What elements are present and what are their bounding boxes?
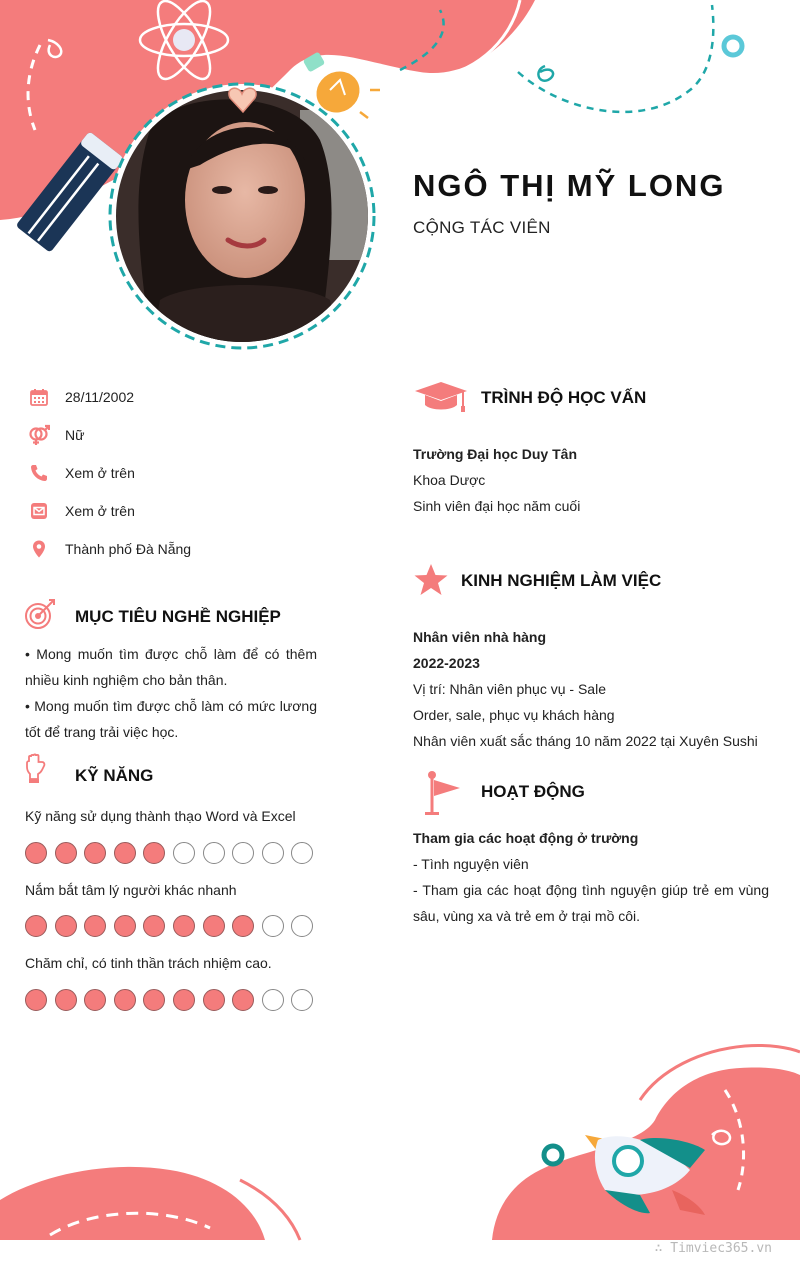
activity-line: - Tình nguyện viên: [413, 856, 529, 872]
rating-dot-filled: [84, 989, 106, 1011]
activities-title: HOẠT ĐỘNG: [481, 782, 585, 801]
activities-content: [413, 825, 769, 929]
rating-dot-filled: [173, 915, 195, 937]
fist-icon: [24, 752, 50, 789]
rating-dot-filled: [114, 989, 136, 1011]
contact-row-birthday: [28, 385, 134, 409]
rating-dot-filled: [25, 915, 47, 937]
skill-label: Kỹ năng sử dụng thành thạo Word và Excel: [25, 808, 296, 824]
rating-dot-empty: [203, 842, 225, 864]
rating-dot-filled: [55, 842, 77, 864]
contact-row-location: [28, 537, 191, 561]
rating-dot-filled: [25, 989, 47, 1011]
experience-title: KINH NGHIỆM LÀM VIỆC: [461, 571, 662, 590]
job-detail: Nhân viên xuất sắc tháng 10 năm 2022 tại Xuyên Sushi: [413, 733, 758, 749]
rating-dot-filled: [114, 915, 136, 937]
phone-icon: [28, 462, 50, 484]
education-content: [413, 441, 778, 519]
rating-dot-filled: [55, 989, 77, 1011]
flag-icon: [422, 770, 464, 823]
candidate-name: NGÔ THỊ MỸ LONG: [413, 168, 726, 203]
rating-dot-filled: [232, 989, 254, 1011]
school-name: Trường Đại học Duy Tân: [413, 446, 577, 462]
activity-heading: Tham gia các hoạt động ở trường: [413, 830, 639, 846]
rating-dot-filled: [232, 915, 254, 937]
rating-dot-filled: [173, 989, 195, 1011]
rating-dot-filled: [25, 842, 47, 864]
rating-dot-filled: [143, 915, 165, 937]
education-title: TRÌNH ĐỘ HỌC VẤN: [481, 388, 647, 407]
job-detail: Order, sale, phục vụ khách hàng: [413, 707, 615, 723]
candidate-role: CỘNG TÁC VIÊN: [413, 218, 551, 237]
star-icon: [413, 563, 449, 602]
phone-value: Xem ở trên: [65, 465, 135, 481]
contact-row-phone: [28, 461, 135, 485]
rating-dot-filled: [84, 842, 106, 864]
skill-rating: [25, 989, 321, 1011]
email-icon: [28, 500, 50, 522]
rating-dot-filled: [143, 842, 165, 864]
birthday-value: 28/11/2002: [65, 389, 135, 405]
rating-dot-filled: [143, 989, 165, 1011]
rating-dot-empty: [262, 915, 284, 937]
graduation-cap-icon: [413, 380, 469, 419]
activity-line: - Tham gia các hoạt động tình nguyện giúp trẻ em vùng sâu, vùng xa và trẻ em ở trại mồ côi.: [413, 882, 769, 924]
job-period: 2022-2023: [413, 655, 480, 671]
skills-title: KỸ NĂNG: [75, 766, 154, 785]
skill-label: Chăm chỉ, có tinh thần trách nhiệm cao.: [25, 955, 272, 971]
target-icon: [24, 597, 58, 636]
calendar-icon: [28, 386, 50, 408]
rating-dot-filled: [55, 915, 77, 937]
objective-line: • Mong muốn tìm được chỗ làm có mức lương tốt để trang trải việc học.: [25, 698, 317, 740]
rating-dot-filled: [114, 842, 136, 864]
job-detail: Vị trí: Nhân viên phục vụ - Sale: [413, 681, 606, 697]
rating-dot-filled: [203, 989, 225, 1011]
objective-title: MỤC TIÊU NGHỀ NGHIỆP: [75, 607, 281, 626]
skill-label: Nắm bắt tâm lý người khác nhanh: [25, 882, 237, 898]
rating-dot-empty: [291, 989, 313, 1011]
rating-dot-filled: [84, 915, 106, 937]
gender-value: Nữ: [65, 427, 85, 443]
location-icon: [28, 538, 50, 560]
rating-dot-empty: [291, 842, 313, 864]
skill-rating: [25, 842, 321, 864]
rating-dot-empty: [232, 842, 254, 864]
location-value: Thành phố Đà Nẵng: [65, 541, 192, 557]
contact-row-email: [28, 499, 135, 523]
faculty-name: Khoa Dược: [413, 472, 486, 488]
rating-dot-empty: [291, 915, 313, 937]
watermark: ∴ Timviec365.vn: [654, 1241, 772, 1256]
gender-icon: [28, 424, 50, 446]
objective-content: [25, 641, 317, 745]
rating-dot-empty: [262, 989, 284, 1011]
skill-rating: [25, 915, 321, 937]
rating-dot-filled: [203, 915, 225, 937]
rating-dot-empty: [262, 842, 284, 864]
experience-content: [413, 624, 778, 754]
rating-dot-empty: [173, 842, 195, 864]
contact-row-gender: [28, 423, 84, 447]
job-title: Nhân viên nhà hàng: [413, 629, 547, 645]
email-value: Xem ở trên: [65, 503, 135, 519]
objective-line: • Mong muốn tìm được chỗ làm để có thêm nhiều kinh nghiệm cho bản thân.: [25, 646, 317, 688]
study-status: Sinh viên đại học năm cuối: [413, 498, 581, 514]
